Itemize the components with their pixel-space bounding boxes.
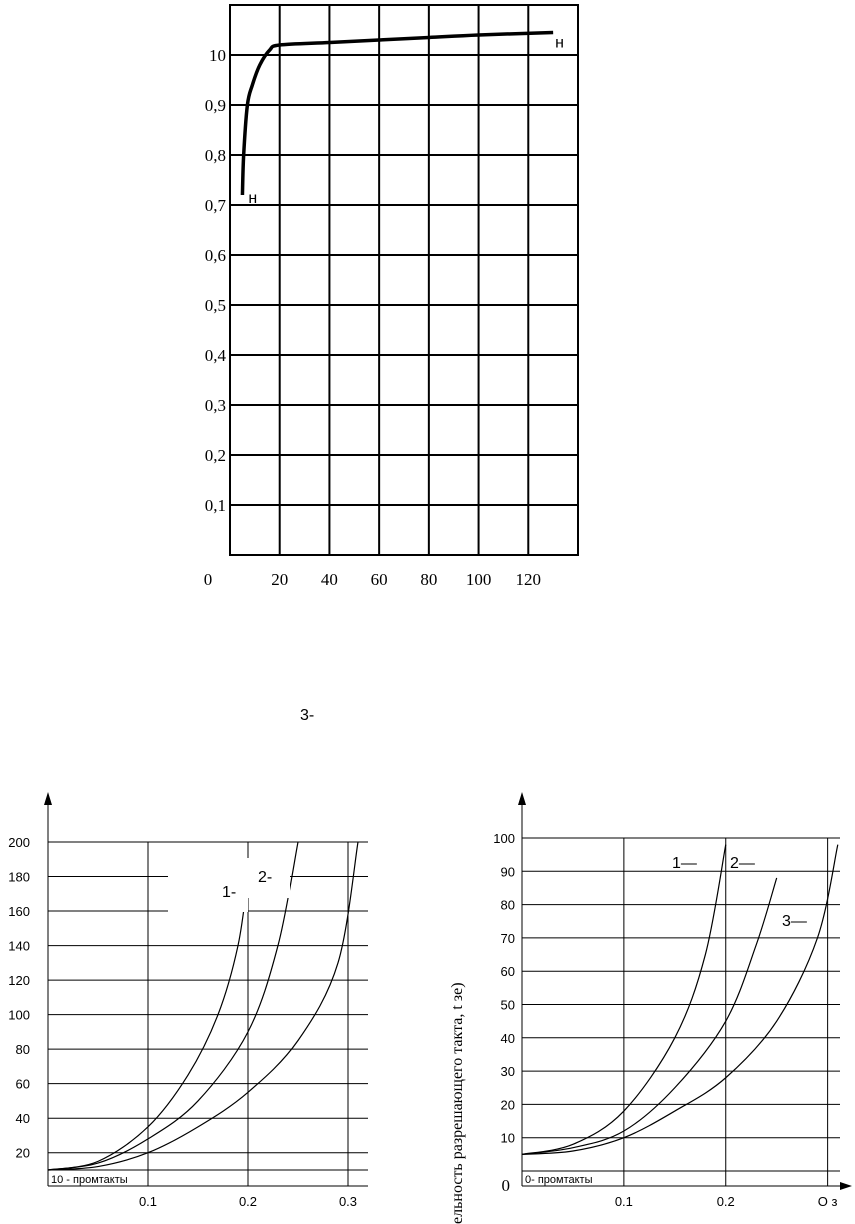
chart-2-note: 10 - промтакты <box>51 1174 128 1186</box>
chart-1-ytick: 0,8 <box>204 146 226 165</box>
chart-3-series-line <box>522 878 777 1154</box>
chart-3-ytick: 90 <box>500 864 515 880</box>
chart-3-y-arrow <box>518 792 526 805</box>
chart-3-ytick: 50 <box>500 997 515 1013</box>
chart-1-ytick: 0,7 <box>204 196 226 215</box>
chart-3-ytick: 70 <box>500 930 515 946</box>
chart-1 <box>230 5 578 555</box>
chart-1-ytick: 0,6 <box>204 246 226 265</box>
chart-3-series-label: 2— <box>730 855 755 872</box>
chart-2-xtick: 0.1 <box>138 1194 158 1209</box>
chart-2 <box>44 694 368 1186</box>
chart-1-frame <box>230 5 578 555</box>
chart-3-ytick: 100 <box>493 831 515 846</box>
chart-2-series-label: 1- <box>222 884 237 901</box>
chart-3 <box>518 792 852 1190</box>
chart-2-xtick: 0.2 <box>238 1194 258 1209</box>
chart-2-series-label: 2- <box>258 869 273 886</box>
chart-1-ytick: 0,1 <box>204 496 226 515</box>
chart-3-note: 0- промтакты <box>525 1174 593 1186</box>
chart-1-xtick: 120 <box>515 570 542 589</box>
chart-1-xtick: 0 <box>203 570 213 589</box>
chart-3-ytick: 80 <box>500 897 515 913</box>
chart-2-ytick: 140 <box>8 938 30 954</box>
chart-3-ytick: 0 <box>501 1176 510 1195</box>
chart-3-series-line <box>522 845 838 1155</box>
chart-1-xtick: 20 <box>271 570 289 589</box>
chart-3-ytick: 30 <box>500 1064 515 1080</box>
chart-3-xtick: 0.1 <box>614 1194 633 1209</box>
chart-1-ytick: 0,5 <box>204 296 226 315</box>
chart-3-x-arrow <box>840 1182 852 1190</box>
chart-1-annotation: н <box>555 34 564 52</box>
chart-1-xtick: 40 <box>320 570 338 589</box>
chart-2-ytick: 80 <box>15 1042 30 1058</box>
chart-2-ytick: 160 <box>8 904 30 920</box>
chart-3-ytick: 60 <box>500 964 515 980</box>
chart-2-ytick: 100 <box>8 1007 30 1023</box>
chart-2-y-arrow <box>44 792 52 805</box>
chart-1-ytick: 10 <box>209 46 226 65</box>
chart-3-xtick: О з <box>817 1194 838 1209</box>
chart-1-ytick: 0,9 <box>204 96 226 115</box>
chart-2-xtick: 0.3 <box>338 1194 358 1209</box>
chart-1-xtick: 60 <box>370 570 388 589</box>
chart-1-ytick: 0,4 <box>204 346 226 365</box>
chart-1-xtick: 80 <box>420 570 438 589</box>
chart-3-series-label: 3— <box>782 913 807 930</box>
chart-1-annotation: н <box>248 190 258 207</box>
chart-1-xtick: 100 <box>465 570 492 589</box>
chart-1-ytick: 0,3 <box>204 396 226 415</box>
chart-3-xtick: 0.2 <box>716 1194 735 1209</box>
chart-3-ylabel: ельность разрешающего такта, t зе) <box>449 982 466 1224</box>
chart-2-ytick: 200 <box>8 835 30 850</box>
chart-3-ytick: 20 <box>500 1097 515 1113</box>
chart-2-ytick: 180 <box>8 869 30 885</box>
chart-1-series-line <box>242 33 553 196</box>
chart-2-ytick: 120 <box>8 973 30 989</box>
chart-3-ytick: 10 <box>500 1130 515 1146</box>
chart-3-ytick: 40 <box>500 1030 515 1046</box>
chart-3-series-label: 1— <box>672 855 697 872</box>
chart-2-series-label: 3- <box>300 707 315 724</box>
chart-2-ytick: 60 <box>15 1076 30 1092</box>
chart-2-ytick: 40 <box>15 1111 30 1127</box>
chart-1-ytick: 0,2 <box>204 446 226 465</box>
chart-2-ytick: 20 <box>15 1145 30 1161</box>
